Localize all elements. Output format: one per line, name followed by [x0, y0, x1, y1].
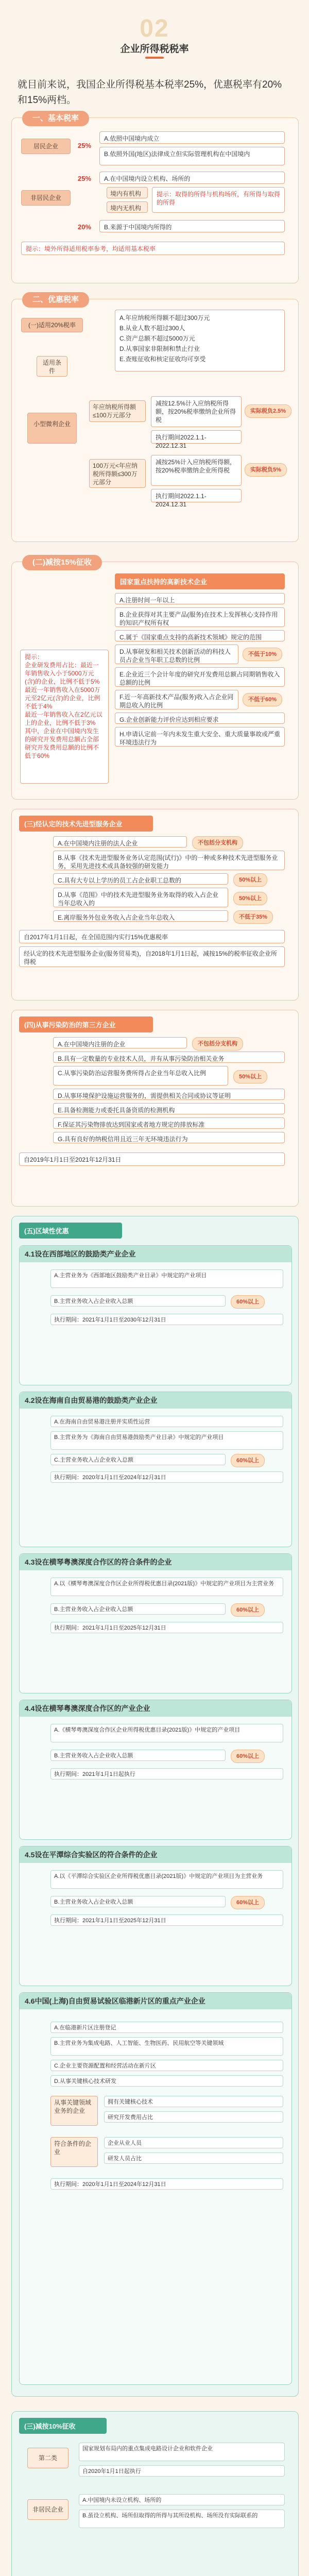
hightech-sub: 国家重点扶持的高新技术企业: [115, 573, 285, 589]
pt-b-value: 60%以上: [231, 1750, 265, 1763]
ht-h: H.申请认定前一年内未发生重大安全、重大质量事故或严重环境违法行为: [115, 727, 285, 747]
rate10-c5: B.虽设立机构、场所但取得的所得与其所设机构、场所没有实际联系的: [79, 2510, 285, 2528]
tech-note-1: 自2017年1月1日起，在全国范围内实行15%优惠税率: [19, 930, 285, 943]
cond-d: D.从事国家非限制和禁止行业: [119, 345, 200, 352]
hainan-head: 4.2设在海南自由贸易港的鼓励类产业企业: [20, 1392, 291, 1409]
tech-c-value: 50%以上: [233, 873, 267, 887]
sh-period: 执行期间：2020年1月1日至2024年12月31日: [50, 2178, 283, 2190]
pref-rate-section: [11, 295, 299, 542]
hightech-tag: (二)减按15%征收: [22, 555, 102, 570]
has-establishment-node: 境内有机构: [107, 187, 148, 198]
hengqin-a: A.以《横琴粤澳深度合作区企业所得税优惠目录(2021版)》中规定的产业项目为主营业务: [50, 1578, 283, 1596]
west-a: A.主营业务为《西部地区鼓励类产业目录》中规定的产业项目: [50, 1269, 283, 1288]
sh-b: B.主营业务为集成电路、人工智能、生物医药、民用航空等关键领域: [50, 2037, 283, 2056]
ht-f: F.近一年高新技术产品(服务)收入占企业同期总收入的比例: [115, 690, 238, 709]
condition-node: 适用条件: [37, 356, 67, 377]
rate10-c2: 自2020年1月1日起执行: [79, 2465, 285, 2477]
ht-f-value: 不低于60%: [243, 693, 282, 706]
bracket-2-rule: 减按25%计入应纳税所得额，按20%税率缴纳企业所得税: [151, 455, 242, 486]
no-establishment-node: 境内无机构: [107, 201, 148, 213]
eco-f: F.保证其污染物排放达到国家或者地方规定的排放标准: [53, 1117, 285, 1129]
tech-d: D.从事《范围》中的技术先进型服务业务取得的收入占企业当年总收入的: [53, 888, 228, 907]
hero-title: 企业所得税税率: [120, 44, 189, 55]
small-micro-conditions: [115, 310, 285, 371]
shanghai-head: 4.6中国(上海)自由贸易试验区临港新片区的重点产业企业: [20, 1993, 291, 2009]
pingtan-head: 4.5设在平潭综合实验区的符合条件的企业: [20, 1846, 291, 1863]
cond-b: B.从业人数不超过300人: [119, 325, 185, 332]
pingtan-b-value: 60%以上: [231, 1896, 265, 1909]
hainan-period: 执行期间：2020年1月1日至2024年12月31日: [50, 1471, 283, 1483]
cond-a: A.年应纳税所得额不超过300万元: [119, 314, 210, 321]
tech-b: B.从事《技术先进型服务业务认定范围(试行)》中的一种或多种技术先进型服务业务，采用先进技术或具备较强的研发能力: [53, 851, 285, 870]
basic-rate-section: [11, 114, 299, 283]
eco-a: A.在中国境内注册的企业: [53, 1037, 187, 1048]
west-b: B.主营业务收入占企业收入总额: [50, 1295, 226, 1307]
west-card: [19, 1245, 292, 1385]
ht-hint-1: 提示：: [25, 653, 44, 660]
hainan-c: C.主营业务收入占企业收入总额: [50, 1454, 226, 1465]
hengqin-head: 4.3设在横琴粤澳深度合作区的符合条件的企业: [20, 1554, 291, 1570]
rate-25: 25%: [78, 142, 92, 149]
nonresident-hint: 提示：取得的所得与机构场所，有所得与取得的所得: [152, 187, 285, 213]
bracket-2: 100万元<年应纳税所得额≤300万元部分: [89, 459, 146, 488]
bracket-1-rule: 减按12.5%计入应纳税所得额，按20%税率缴纳企业所得税: [151, 396, 242, 427]
rate10-c4: A.中国境内未设立机构、场所的: [79, 2494, 285, 2505]
hero-number: 02: [140, 15, 169, 42]
sh-c: C.企业主要资源配置和经营活动在新片区: [50, 2060, 283, 2071]
hengqin-card: [19, 1553, 292, 1693]
rate-20: 20%: [78, 223, 92, 231]
nonresident-enterprise-node: 非居民企业: [21, 190, 71, 206]
resident-rule-a: A.依照中国境内成立: [99, 131, 285, 144]
basic-rate-tag: 一、基本税率: [22, 111, 89, 126]
tech-e-value: 不低于35%: [233, 910, 273, 924]
ht-hint-3: 最近一年销售收入在5000万元至2亿元(含)的企业，比例不低于4%: [25, 686, 100, 710]
sh-side-2: 符合条件的企业: [50, 2137, 98, 2167]
ht-b: B.企业获得对其主要产品(服务)在技术上发挥核心支持作用的知识产权所有权: [115, 607, 285, 627]
cond-e: E.查账征收和核定征收均可享受: [119, 355, 206, 363]
small-micro-enterprise-node: 小型微利企业: [27, 413, 77, 444]
rate10-c1: 国家规划布局内的重点集成电路设计企业和软件企业: [79, 2443, 285, 2461]
pref-rate-tag: 二、优惠税率: [22, 292, 89, 308]
sh-f: 研究开发费用占比: [104, 2111, 283, 2123]
pingtan-b: B.主营业务收入占企业收入总额: [50, 1896, 226, 1907]
eco-section: [11, 1010, 299, 1207]
rate10-tag: (三)减按10%征收: [19, 2418, 107, 2434]
sh-side: 从事关键领域业务的企业: [50, 2096, 98, 2126]
resident-enterprise-node: 居民企业: [21, 139, 71, 154]
hengqin-b-value: 60%以上: [231, 1603, 265, 1617]
rate10-nonresident: 非居民企业: [27, 2499, 68, 2520]
hengqin-period: 执行期间：2021年1月1日至2025年12月31日: [50, 1622, 283, 1633]
hainan-b: B.主营业务为《海南自由贸易港鼓励类产业目录》中规定的产业项目: [50, 1431, 283, 1450]
west-head: 4.1设在西部地区的鼓励类产业企业: [20, 1246, 291, 1262]
hainan-card: [19, 1392, 292, 1547]
eco-note: 自2019年1月1日至2021年12月31日: [19, 1153, 285, 1166]
basic-note: 提示：境外所得适用税率参考，均适用基本税率: [21, 242, 285, 255]
sh-e: 拥有关键核心技术: [104, 2096, 283, 2107]
ht-d-value: 不低于10%: [243, 648, 282, 661]
eco-a-value: 不包括分支机构: [192, 1037, 243, 1050]
pingtan-card: [19, 1846, 292, 1986]
sh-h: 研发人员占比: [104, 2153, 283, 2164]
ht-hint: [20, 650, 109, 784]
pingtan-a: A.以《平潭综合实验区企业所得税优惠目录(2021版)》中规定的产业项目为主营业务: [50, 1870, 283, 1889]
tech-a-value: 不包括分支机构: [192, 836, 243, 850]
tech-d-value: 50%以上: [233, 892, 267, 905]
ht-hint-4: 最近一年销售收入在2亿元以上的企业，比例不低于3%: [25, 711, 102, 726]
ht-c: C.属于《国家重点支持的高新技术领域》规定的范围: [115, 630, 285, 641]
rate-5-pill: 实际税负5%: [245, 463, 287, 477]
ht-g: G.企业创新能力评价应达到相应要求: [115, 713, 285, 724]
rate10-category: 第二类: [27, 2448, 68, 2468]
tech-tag: (三)经认定的技术先进型服务企业: [19, 816, 153, 832]
bracket-1: 年应纳税所得额≤100万元部分: [89, 400, 146, 422]
regional-section: [11, 1216, 299, 2397]
tech-note-2: 经认定的技术先进型服务企业(服务贸易类)，自2018年1月1日起，减按15%的税率征收企业所得税: [19, 946, 285, 967]
nonresident-rule-a: A.在中国境内设立机构、场所的: [99, 172, 285, 184]
ht-e: E.企业近三个会计年度的研究开发费用总额占同期销售收入总额的比例: [115, 667, 285, 687]
intro-paragraph: 就目前来说，我国企业所得税基本税率25%，优惠税率有20%和15%两档。: [18, 79, 282, 106]
ht-hint-2: 企业研发费用占比：最近一年销售收入小于5000万元(含)的企业，比例不低于5%: [25, 662, 100, 685]
sh-g: 企业从业人员: [104, 2137, 283, 2148]
cond-c: C.资产总额不超过5000万元: [119, 335, 195, 342]
pt-card: [19, 1700, 292, 1840]
ht-a: A.注册时间一年以上: [115, 593, 285, 604]
hightech-section: [11, 558, 299, 800]
tech-service-section: [11, 809, 299, 1001]
tech-c: C.具有大专以上学历的员工占企业职工总数的: [53, 873, 228, 885]
hengqin-b: B.主营业务收入占企业收入总额: [50, 1603, 226, 1615]
sh-d: D.从事关键核心技术研发: [50, 2075, 283, 2087]
eco-c-value: 50%以上: [233, 1070, 267, 1083]
resident-rule-b: B.依照外国(地区)法律成立但实际管理机构在中国境内: [99, 147, 285, 165]
hainan-c-value: 60%以上: [231, 1454, 265, 1467]
title-underline: [145, 57, 164, 59]
rate-25-nonresident: 25%: [78, 175, 92, 182]
rate10-section: [11, 2411, 299, 2576]
west-b-value: 60%以上: [231, 1295, 265, 1309]
ht-d: D.从事研发和相关技术创新活动的科技人员占企业当年职工总数的比例: [115, 645, 238, 664]
pt-b: B.主营业务收入占企业收入总额: [50, 1750, 226, 1761]
bracket-1-period: 执行期间2022.1.1-2022.12.31: [151, 430, 242, 444]
regional-tag: (五)区域性优惠: [19, 1223, 122, 1239]
eco-tag: (四)从事污染防治的第三方企业: [19, 1016, 153, 1032]
ht-hint-5: 其中，企业在中国境内发生的研究开发费用总额占全部研究开发费用总额的比例不低于60%: [25, 727, 99, 759]
rate-2-5-pill: 实际税负2.5%: [245, 404, 291, 418]
nonresident-rule-b: B.来源于中国境内所得的: [99, 220, 285, 232]
tech-e: E.离岸服务外包业务收入占企业当年总收入: [53, 910, 228, 922]
eco-g: G.具有良好的纳税信用且近三年无环境违法行为: [53, 1132, 285, 1143]
shanghai-card: [19, 1992, 292, 2385]
eco-c: C.从事污染防治运营服务费所得占企业当年总收入比例: [53, 1066, 228, 1086]
pt-a: A.《横琴粤澳深度合作区企业所得税优惠目录(2021版)》中规定的产业项目: [50, 1724, 283, 1742]
pingtan-period: 执行期间：2021年1月1日至2025年12月31日: [50, 1914, 283, 1926]
hainan-a: A.在海南自由贸易港注册并实质性运营: [50, 1416, 283, 1427]
sh-a: A.在临港新片区注册登记: [50, 2022, 283, 2033]
pt-head: 4.4设在横琴粤澳深度合作区的产业企业: [20, 1700, 291, 1717]
eco-e: E.具备检测能力或委托具备资质的检测机构: [53, 1103, 285, 1114]
eco-b: B.具有一定数量的专业技术人员，并有从事污染防治相关业务: [53, 1052, 285, 1063]
eco-d: D.从事环境保护设施运营服务的，需提供相关合同或协议等证明: [53, 1089, 285, 1100]
west-period: 执行期间：2021年1月1日至2030年12月31日: [50, 1314, 283, 1325]
pt-period: 执行期间：2021年1月1日起执行: [50, 1768, 283, 1780]
rate-20-node: (一)适用20%税率: [21, 318, 83, 332]
tech-a: A.在中国境内注册的法人企业: [53, 836, 187, 848]
bracket-2-period: 执行期间2022.1.1-2024.12.31: [151, 489, 242, 502]
